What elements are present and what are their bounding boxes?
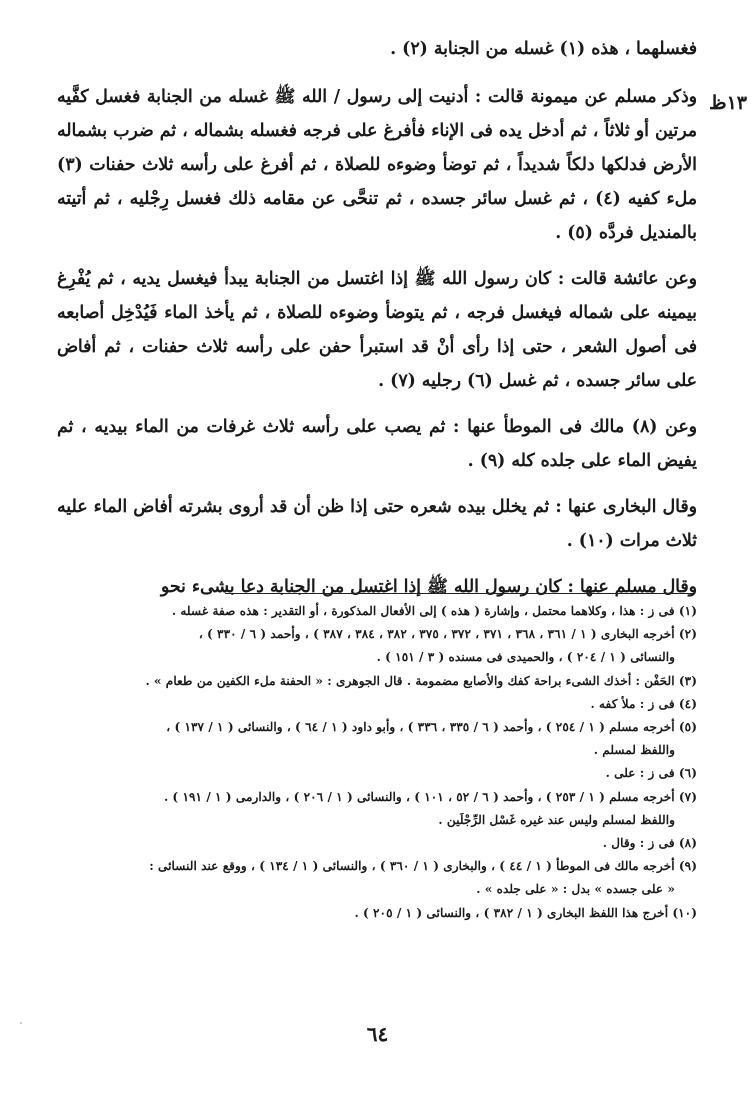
paragraph-1: وذكر مسلم عن ميمونة قالت : أدنيت إلى رسول / الله ﷺ غسله من الجنابة فغسل كفَّيه مرتين أو ثلاثاً ، ثم أدخل يده فى الإناء فأفرغ على فرجه فغسله بشماله ، ثم ضرب بشماله الأرض فدلكها دلكاً شديداً ، ثم توضأ وضوءه للصلاة ، ثم أفرغ على رأسه ثلاث حفنات (٣) ملء كفيه (٤) ، ثم غسل سائر جسده ، ثم تنحَّى عن مقامه ذلك فغسل رِجْليه ، ثم أتيته بالمنديل فردَّه (٥) .	[57, 87, 697, 243]
footnote-2: (٢) أخرجه البخارى ( ١ / ٣٦١ ، ٣٦٨ ، ٣٧١ ، ٣٧٢ ، ٣٧٥ ، ٣٨٢ ، ٣٨٤ ، ٣٨٧ ) ، وأحمد ( ٦ / ٣٣٠ ) ،	[198, 627, 697, 642]
footnote-1: (١) فى ز : هذا ، وكلاهما محتمل ، وإشارة ( هذه ) إلى الأفعال المذكورة ، أو التقدير : هذه صفة غسله .	[171, 604, 697, 618]
manuscript-folio-note: ١٣ظ	[709, 92, 747, 114]
footnote-separator	[225, 593, 695, 594]
scan-speck	[20, 1022, 22, 1024]
footnote-7: (٧) أخرجه مسلم ( ١ / ٢٥٣ ) ، وأحمد ( ٦ / ٥٢ ، ١٠١ ) ، والنسائى ( ١ / ٢٠٦ ) ، والدارمى ( ١ / ١٩١ ) .	[163, 789, 697, 804]
footnotes	[57, 600, 697, 925]
paragraph-4: وقال البخارى عنها : ثم يخلل بيده شعره حتى إذا ظن أن قد أروى بشرته أفاض الماء عليه ثلاث مرات (١٠) .	[57, 497, 697, 551]
paragraph-2: وعن عائشة قالت : كان رسول الله ﷺ إذا اغتسل من الجنابة يبدأ فيغسل يديه ، ثم يُفْرِغ بيمينه على شماله فيغسل فرجه ، ثم يتوضأ وضوءه للصلاة ، ثم يأخذ الماء فَيُدْخِل أصابعه فى أصول الشعر ، حتى إذا رأى أنْ قد استبرأ حفن على رأسه ثلاث حفنات ، ثم أفاض على سائر جسده ، ثم غسل (٦) رجليه (٧) .	[57, 269, 697, 391]
paragraph-0: فغسلهما ، هذه (١) غسله من الجنابة (٢) .	[390, 39, 697, 59]
footnote-9: (٩) أخرجه مالك فى الموطأ ( ١ / ٤٤ ) ، والبخارى ( ١ / ٣٦٠ ) ، والنسائى ( ١ / ١٣٤ ) ، ووقع عند النسائى :	[149, 859, 697, 874]
footnote-5: (٥) أخرجه مسلم ( ١ / ٢٥٤ ) ، وأحمد ( ٦ / ٣٣٥ ، ٣٣٦ ) ، وأبو داود ( ١ / ٦٤ ) ، والنسائى ( ١ / ١٣٧ ) ،	[166, 720, 697, 735]
main-text	[57, 32, 697, 616]
paragraph-5: وقال مسلم عنها : كان رسول الله ﷺ إذا اغتسل من الجنابة دعا بشىء نحو	[160, 577, 697, 597]
paragraph-3: وعن (٨) مالك فى الموطأ عنها : ثم يصب على رأسه ثلاث غرفات من الماء بيديه ، ثم يفيض الماء على جلده كله (٩) .	[57, 417, 697, 471]
footnote-5-continued: واللفظ لمسلم .	[593, 743, 675, 758]
footnote-6: (٦) فى ز : على .	[605, 766, 697, 781]
footnote-8: (٨) فى ز : وقال .	[602, 836, 697, 851]
footnote-4: (٤) فى ز : ملأ كفه .	[590, 696, 697, 711]
footnote-7-continued: واللفظ لمسلم وليس عند غيره غَسْل الرِّجْلَين .	[438, 812, 675, 827]
page-number: ٦٤	[366, 1022, 389, 1046]
footnote-3: (٣) الحَفْن : أخذك الشىء براحة كفك والأصابع مضمومة . قال الجوهرى : « الحفنة ملء الكفين من طعام » .	[145, 673, 697, 688]
footnote-10: (١٠) أخرج هذا اللفظ البخارى ( ١ / ٣٨٢ ) ، والنسائى ( ١ / ٢٠٥ ) .	[354, 905, 697, 920]
footnote-2-continued: والنسائى ( ١ / ٢٠٤ ) ، والحميدى فى مسنده ( ٣ / ١٥١ ) .	[376, 650, 675, 665]
footnote-9-continued: « على جسده » بدل : « على جلده » .	[476, 882, 675, 897]
